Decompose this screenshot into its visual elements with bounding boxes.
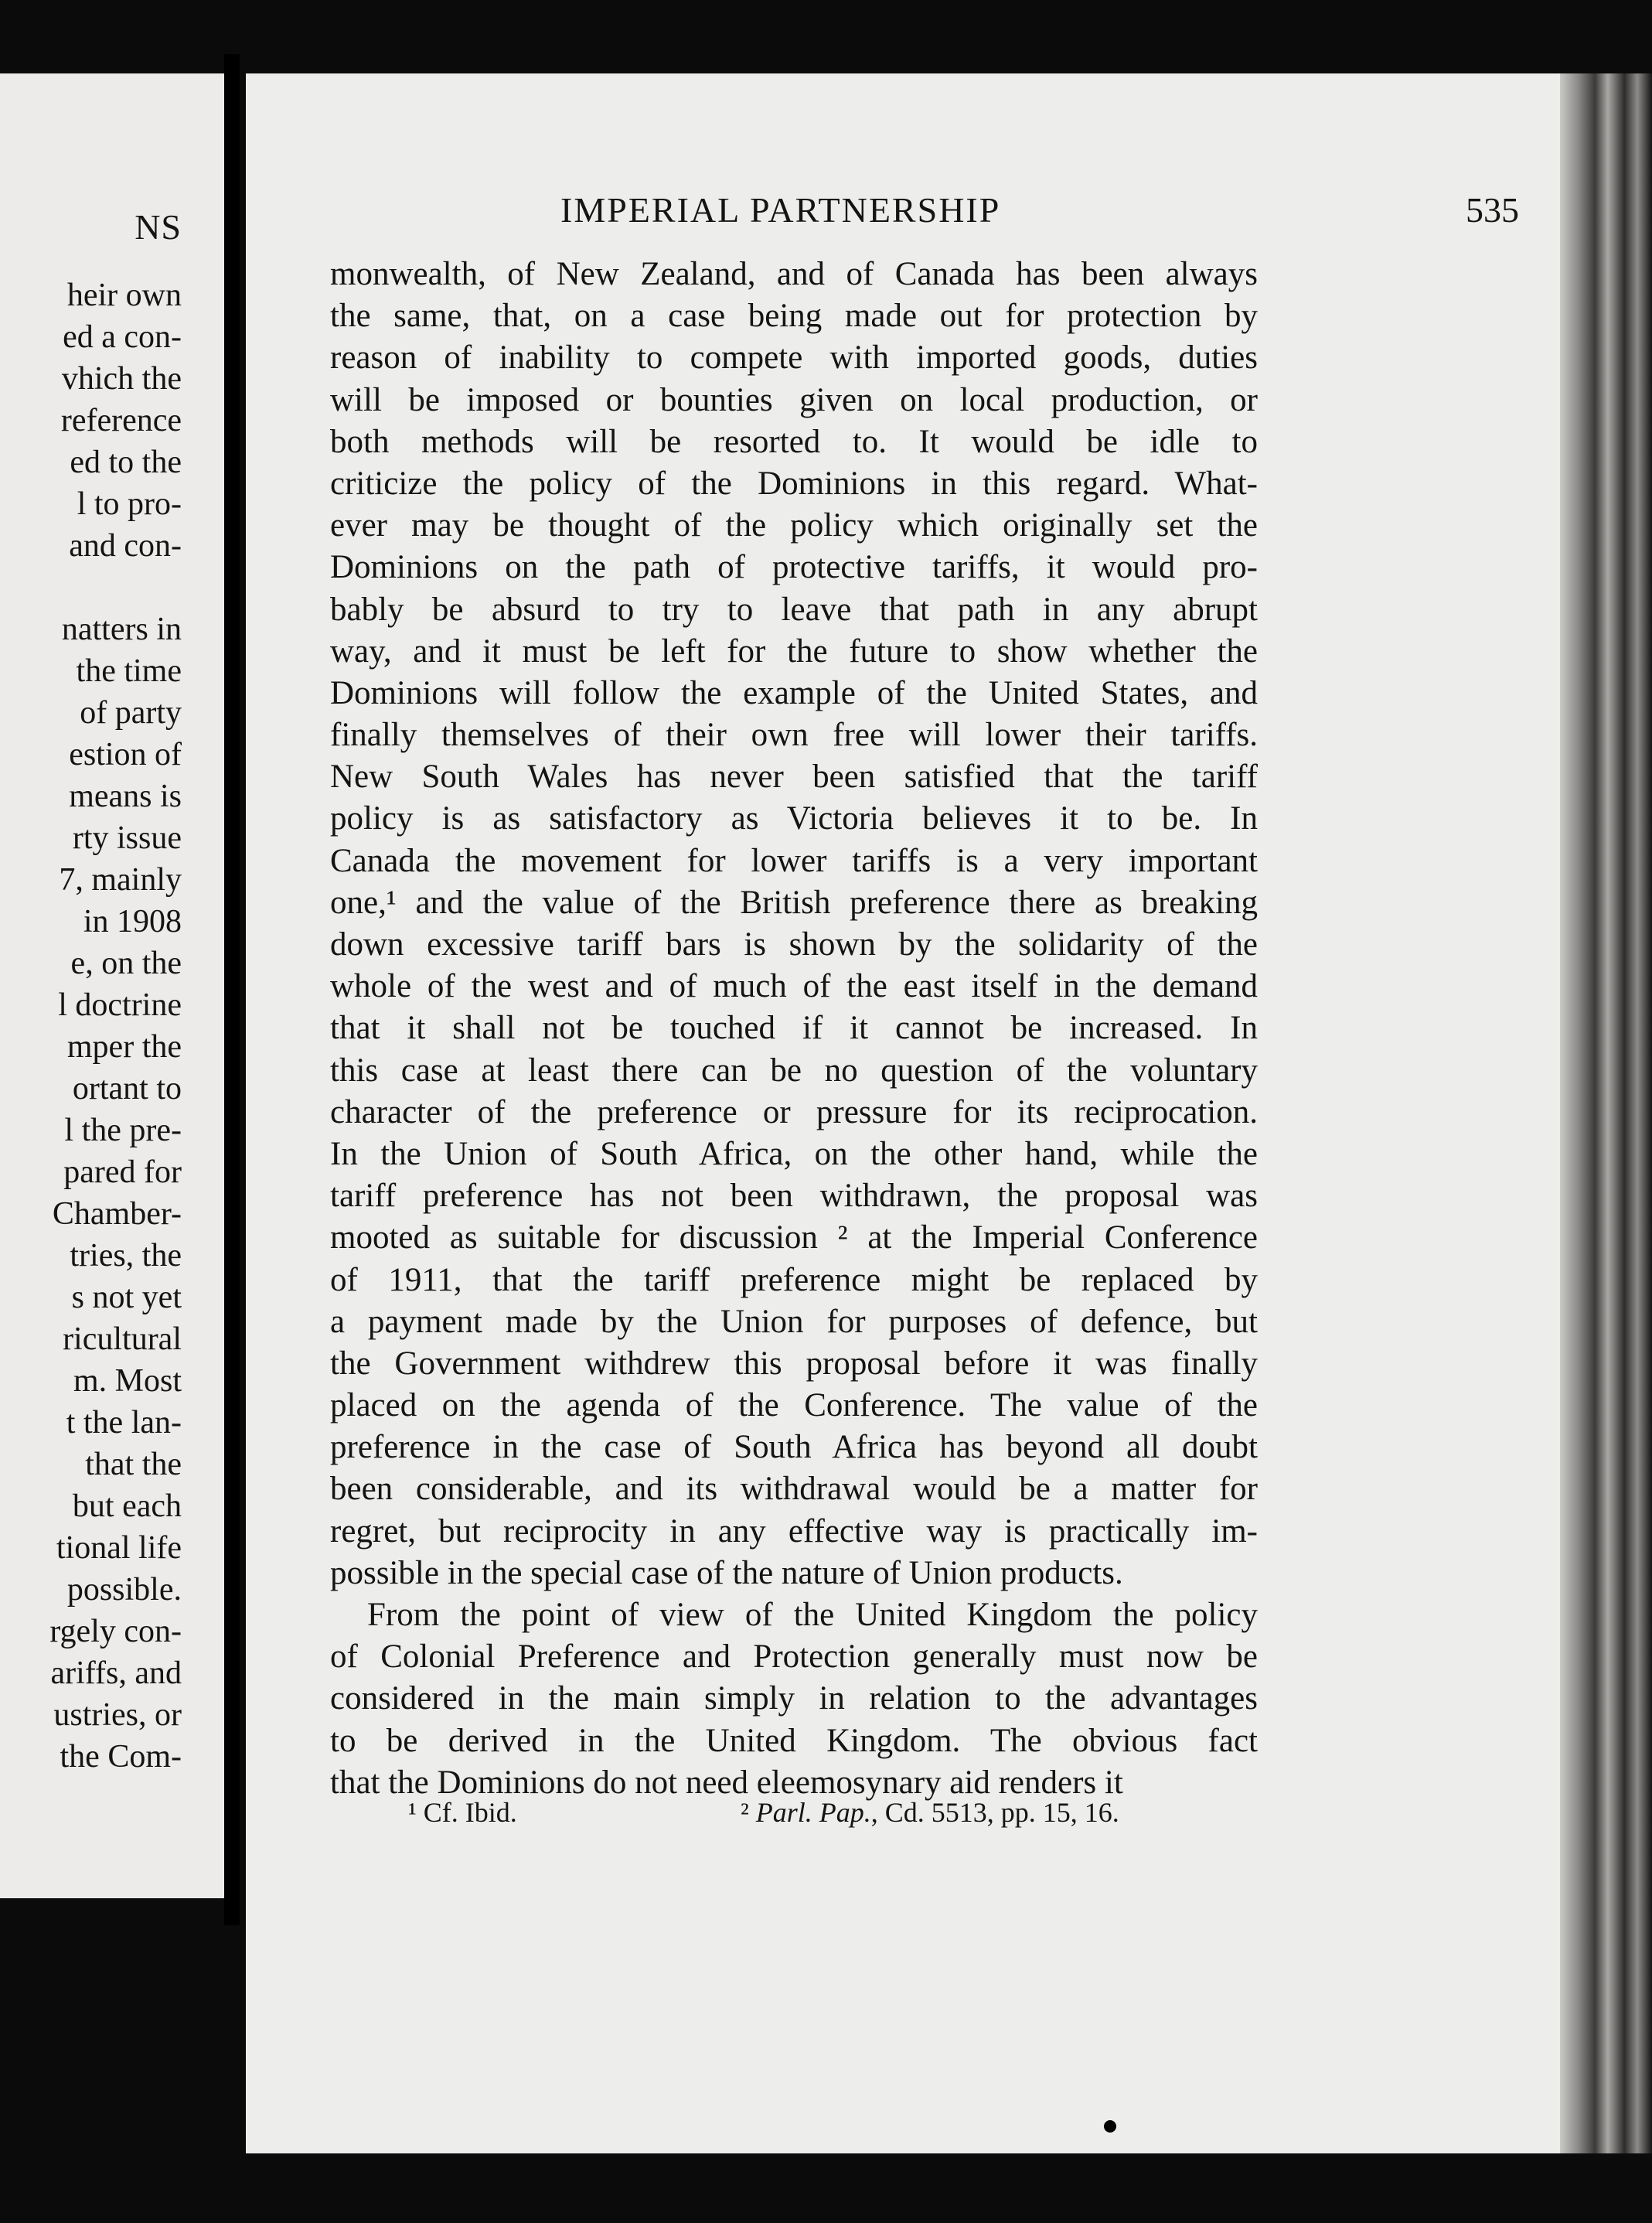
left-page-line: ortant to xyxy=(72,1071,182,1106)
text-line: both methods will be resorted to. It would be idle to xyxy=(330,423,1258,460)
text-line: the Government withdrew this proposal before it was finally xyxy=(330,1345,1258,1382)
left-page-line: estion of xyxy=(69,737,182,772)
text-line: way, and it must be left for the future to show whether the xyxy=(330,632,1258,670)
left-page-text xyxy=(49,274,182,1778)
left-page-line: l to pro- xyxy=(77,486,182,522)
page-number: 535 xyxy=(1466,190,1519,230)
text-line: placed on the agenda of the Conference. The value of the xyxy=(330,1387,1258,1424)
left-page-line: vhich the xyxy=(61,361,182,397)
text-line: that the Dominions do not need eleemosynary aid renders it xyxy=(330,1764,1123,1801)
left-page-line: s not yet xyxy=(71,1280,182,1315)
text-line: reason of inability to compete with imported goods, duties xyxy=(330,339,1258,377)
left-page-line: the Com- xyxy=(60,1739,182,1775)
text-line: From the point of view of the United Kingdom the policy xyxy=(367,1597,1258,1633)
left-page-line: means is xyxy=(69,779,182,814)
left-page-line: l doctrine xyxy=(58,987,182,1023)
left-page-line: pared for xyxy=(63,1154,182,1190)
left-page-line: rty issue xyxy=(72,820,182,856)
text-line: Canada the movement for lower tariffs is a very important xyxy=(330,842,1258,879)
left-page-line: heir own xyxy=(66,278,182,313)
left-page-line: reference xyxy=(60,403,182,438)
text-line: policy is as satisfactory as Victoria believes it to be. In xyxy=(330,800,1258,837)
text-line: one,¹ and the value of the British preference there as breaking xyxy=(330,884,1258,921)
left-page-line: m. Most xyxy=(73,1363,182,1399)
body-text xyxy=(330,254,1258,1804)
text-line: of 1911, that the tariff preference might be replaced by xyxy=(330,1261,1258,1298)
text-line: Dominions will follow the example of the United States, and xyxy=(330,674,1258,711)
left-page-line: natters in xyxy=(61,612,182,647)
text-line: finally themselves of their own free will lower their tariffs. xyxy=(330,717,1258,754)
text-line: New South Wales has never been satisfied that the tariff xyxy=(330,759,1258,796)
page-mark xyxy=(1104,2120,1116,2133)
text-line: the same, that, on a case being made out for protection by xyxy=(330,298,1258,335)
left-page-line: the time xyxy=(76,653,182,689)
left-page-line: l the pre- xyxy=(64,1113,182,1148)
left-page-line: tional life xyxy=(56,1530,182,1566)
left-page-line: ed a con- xyxy=(63,319,182,355)
text-line: character of the preference or pressure for its reciprocation. xyxy=(330,1093,1258,1130)
footnote-2-source: Parl. Pap. xyxy=(755,1797,871,1828)
text-line: In the Union of South Africa, on the other hand, while the xyxy=(330,1135,1258,1172)
left-page-line: ustries, or xyxy=(53,1697,182,1733)
left-page-line: e, on the xyxy=(70,946,182,981)
text-line: mooted as suitable for discussion ² at the Imperial Conference xyxy=(330,1219,1258,1256)
left-page-line: mper the xyxy=(66,1029,182,1065)
left-page-line: tries, the xyxy=(70,1238,182,1273)
text-line: to be derived in the United Kingdom. The obvious fact xyxy=(330,1722,1258,1759)
text-line: Dominions on the path of protective tariffs, it would pro- xyxy=(330,549,1258,586)
left-page-line: in 1908 xyxy=(83,904,182,939)
text-line: ever may be thought of the policy which originally set the xyxy=(330,507,1258,544)
left-page-line: t the lan- xyxy=(66,1405,182,1441)
page-edges xyxy=(1560,73,1652,2153)
left-page-line: 7, mainly xyxy=(59,862,182,898)
text-line: been considerable, and its withdrawal would be a matter for xyxy=(330,1471,1258,1508)
text-line: tariff preference has not been withdrawn, the proposal was xyxy=(330,1178,1258,1215)
left-page-line: ricultural xyxy=(63,1321,182,1357)
left-page-line: Chamber- xyxy=(52,1196,182,1232)
text-line: down excessive tariff bars is shown by the solidarity of the xyxy=(330,926,1258,963)
text-line: bably be absurd to try to leave that path in any abrupt xyxy=(330,591,1258,628)
left-page-fragment xyxy=(0,73,232,1898)
page-title: IMPERIAL PARTNERSHIP xyxy=(560,190,1001,230)
text-line: that it shall not be touched if it cannot be increased. In xyxy=(330,1010,1258,1047)
text-line: a payment made by the Union for purposes of defence, but xyxy=(330,1303,1258,1340)
text-line: regret, but reciprocity in any effective way is practically im- xyxy=(330,1512,1258,1550)
text-line: whole of the west and of much of the east itself in the demand xyxy=(330,968,1258,1005)
text-line: considered in the main simply in relation to the advantages xyxy=(330,1680,1258,1717)
text-line: of Colonial Preference and Protection generally must now be xyxy=(330,1638,1258,1676)
book-gutter xyxy=(224,54,240,1925)
footnote-2-citation: , Cd. 5513, pp. 15, 16. xyxy=(870,1797,1119,1828)
footnote-1: ¹ Cf. Ibid. xyxy=(408,1797,517,1828)
footnotes xyxy=(408,1796,1181,1843)
left-page-running-header: NS xyxy=(135,207,182,247)
text-line: preference in the case of South Africa has beyond all doubt xyxy=(330,1429,1258,1466)
left-page-line: rgely con- xyxy=(49,1614,182,1649)
left-page-line: possible. xyxy=(66,1572,182,1608)
footnote-2 xyxy=(741,1796,1119,1829)
left-page-line xyxy=(49,567,182,609)
text-line: possible in the special case of the nature of Union products. xyxy=(330,1554,1123,1591)
left-page-line: ed to the xyxy=(70,445,182,480)
footnote-2-marker: ² xyxy=(741,1797,749,1828)
text-line: this case at least there can be no question of the voluntary xyxy=(330,1052,1258,1089)
text-line: monwealth, of New Zealand, and of Canada has been always xyxy=(330,256,1258,292)
left-page-line: that the xyxy=(85,1447,182,1482)
text-line: will be imposed or bounties given on local production, or xyxy=(330,381,1258,418)
left-page-line: ariffs, and xyxy=(50,1655,182,1691)
text-line: criticize the policy of the Dominions in this regard. What- xyxy=(330,465,1258,502)
left-page-line: of party xyxy=(80,695,182,731)
running-header xyxy=(560,189,1519,236)
left-page-line: but each xyxy=(72,1488,182,1524)
left-page-line: and con- xyxy=(69,528,182,564)
